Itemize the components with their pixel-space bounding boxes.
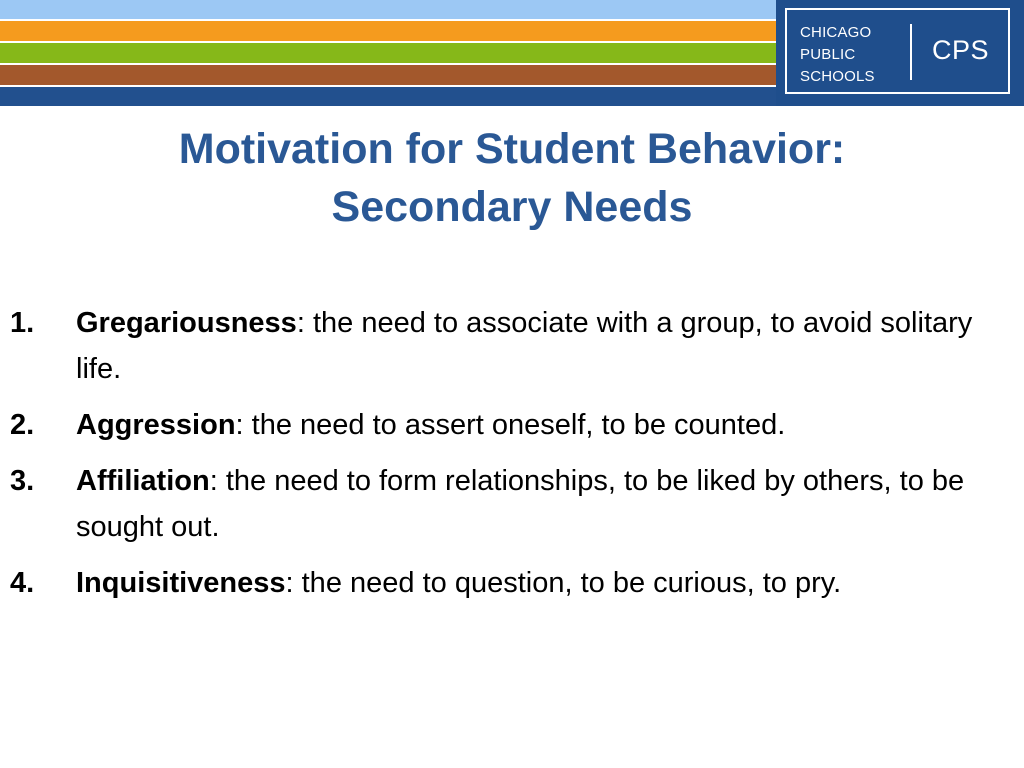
logo-divider (910, 24, 912, 80)
logo-abbreviation: CPS (932, 35, 990, 65)
logo-line-2: PUBLIC (800, 46, 856, 63)
stripe-dark-blue (0, 87, 776, 106)
list-text (76, 402, 1010, 448)
need-definition: : the need to question, to be curious, to pry. (285, 567, 842, 599)
list-text (76, 458, 1010, 550)
list-number: 3. (10, 465, 35, 497)
list-number: 4. (10, 567, 35, 599)
need-term: Affiliation (76, 465, 210, 497)
need-definition: : the need to form relationships, to be liked by others, to be sought out. (76, 465, 965, 543)
slide-title (0, 120, 1024, 236)
stripe-light-blue (0, 0, 776, 19)
list-number: 2. (10, 409, 35, 441)
logo-line-3: SCHOOLS (800, 68, 875, 85)
stripe-brown (0, 65, 776, 85)
need-definition: : the need to assert oneself, to be counted. (235, 409, 786, 441)
list-item (0, 300, 1010, 392)
need-definition: : the need to associate with a group, to avoid solitary life. (76, 307, 973, 385)
list-text (76, 560, 1010, 606)
stripe-orange (0, 21, 776, 41)
needs-list (0, 300, 1010, 616)
list-item (0, 458, 1010, 550)
need-term: Inquisitiveness (76, 567, 286, 599)
need-term: Gregariousness (76, 307, 297, 339)
title-line-2: Secondary Needs (331, 183, 693, 231)
stripe-green (0, 43, 776, 63)
need-term: Aggression (76, 409, 236, 441)
logo-frame (785, 8, 1010, 94)
logo-wordmark (800, 22, 875, 88)
list-number: 1. (10, 307, 35, 339)
logo-line-1: CHICAGO (800, 24, 872, 41)
cps-logo (776, 0, 1024, 106)
list-item (0, 402, 1010, 448)
list-text (76, 300, 1010, 392)
title-line-1: Motivation for Student Behavior: (178, 125, 846, 173)
list-item (0, 560, 1010, 606)
